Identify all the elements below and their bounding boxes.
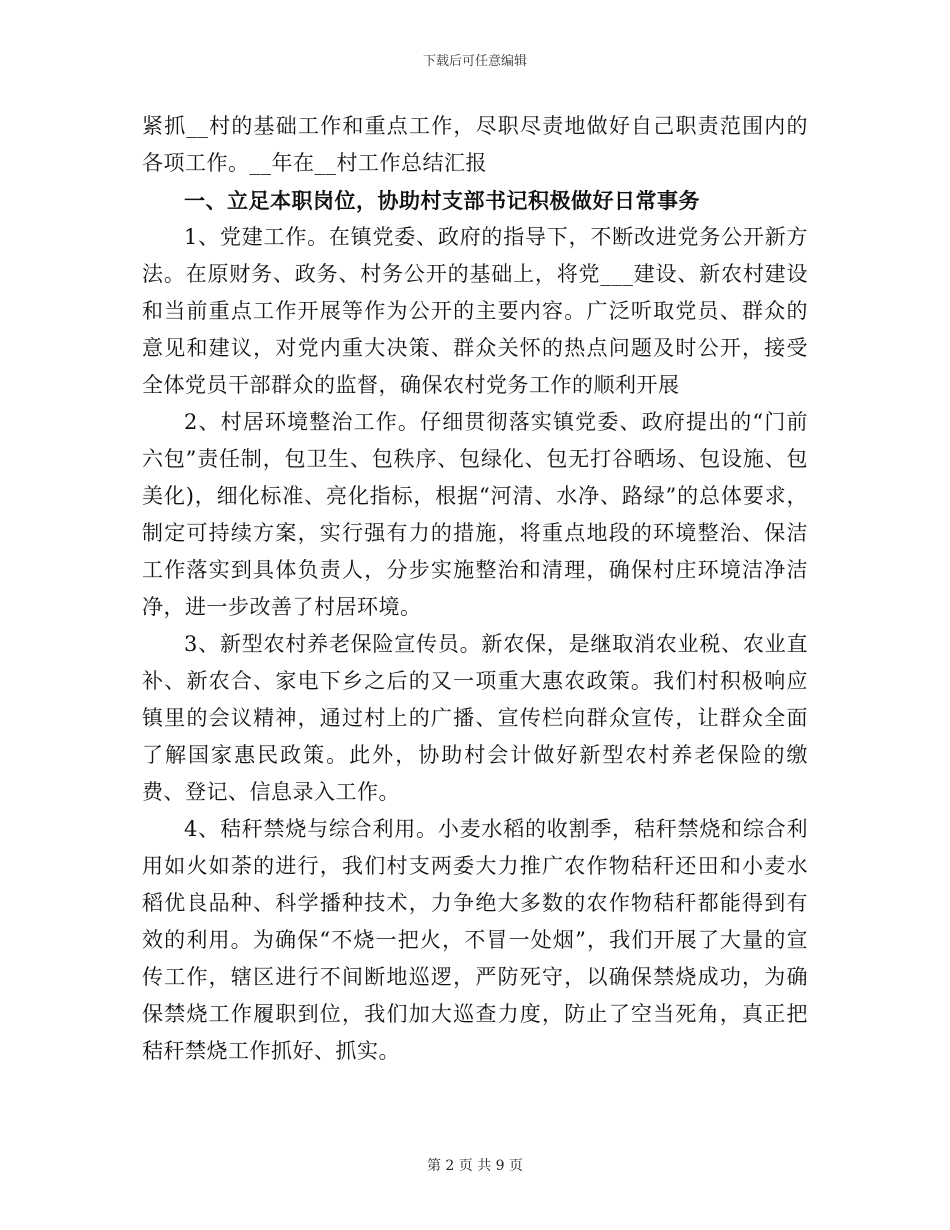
intro-paragraph: 紧抓__村的基础工作和重点工作，尽职尽责地做好自己职责范围内的各项工作。__年在__村工作总结汇报 xyxy=(142,114,808,175)
document-body xyxy=(142,108,808,1070)
paragraph-item-2: 2、村居环境整治工作。仔细贯彻落实镇党委、政府提出的“门前六包”责任制，包卫生、包秩序、包绿化、包无打谷晒场、包设施、包美化)，细化标准、亮化指标，根据“河清、水净、路绿”的总体要求，制定可持续方案，实行强有力的措施，将重点地段的环境整治、保洁工作落实到具体负责人，分步实施整治和清理，确保村庄环境洁净洁净，进一步改善了村居环境。 xyxy=(142,410,808,619)
page-number: 第 2 页 共 9 页 xyxy=(426,1158,524,1174)
section-heading: 一、立足本职岗位，协助村支部书记积极做好日常事务 xyxy=(184,188,700,213)
paragraph-item-1: 1、党建工作。在镇党委、政府的指导下，不断改进党务公开新方法。在原财务、政务、村务公开的基础上，将党___建设、新农村建设和当前重点工作开展等作为公开的主要内容。广泛听取党员、群众的意见和建议，对党内重大决策、群众关怀的热点问题及时公开，接受全体党员干部群众的监督，确保农村党务工作的顺利开展 xyxy=(142,225,808,397)
paragraph-item-4: 4、秸秆禁烧与综合利用。小麦水稻的收割季，秸秆禁烧和综合利用如火如荼的进行，我们村支两委大力推广农作物秸秆还田和小麦水稻优良品种、科学播种技术，力争绝大多数的农作物秸秆都能得到有效的利用。为确保“不烧一把火，不冒一处烟”，我们开展了大量的宣传工作，辖区进行不间断地巡逻，严防死守，以确保禁烧成功，为确保禁烧工作履职到位，我们加大巡查力度，防止了空当死角，真正把秸秆禁烧工作抓好、抓实。 xyxy=(142,817,808,1063)
paragraph-item-3: 3、新型农村养老保险宣传员。新农保，是继取消农业税、农业直补、新农合、家电下乡之后的又一项重大惠农政策。我们村积极响应镇里的会议精神，通过村上的广播、宣传栏向群众宣传，让群众全面了解国家惠民政策。此外，协助村会计做好新型农村养老保险的缴费、登记、信息录入工作。 xyxy=(142,632,808,804)
page-header-note: 下载后可任意编辑 xyxy=(422,54,527,69)
